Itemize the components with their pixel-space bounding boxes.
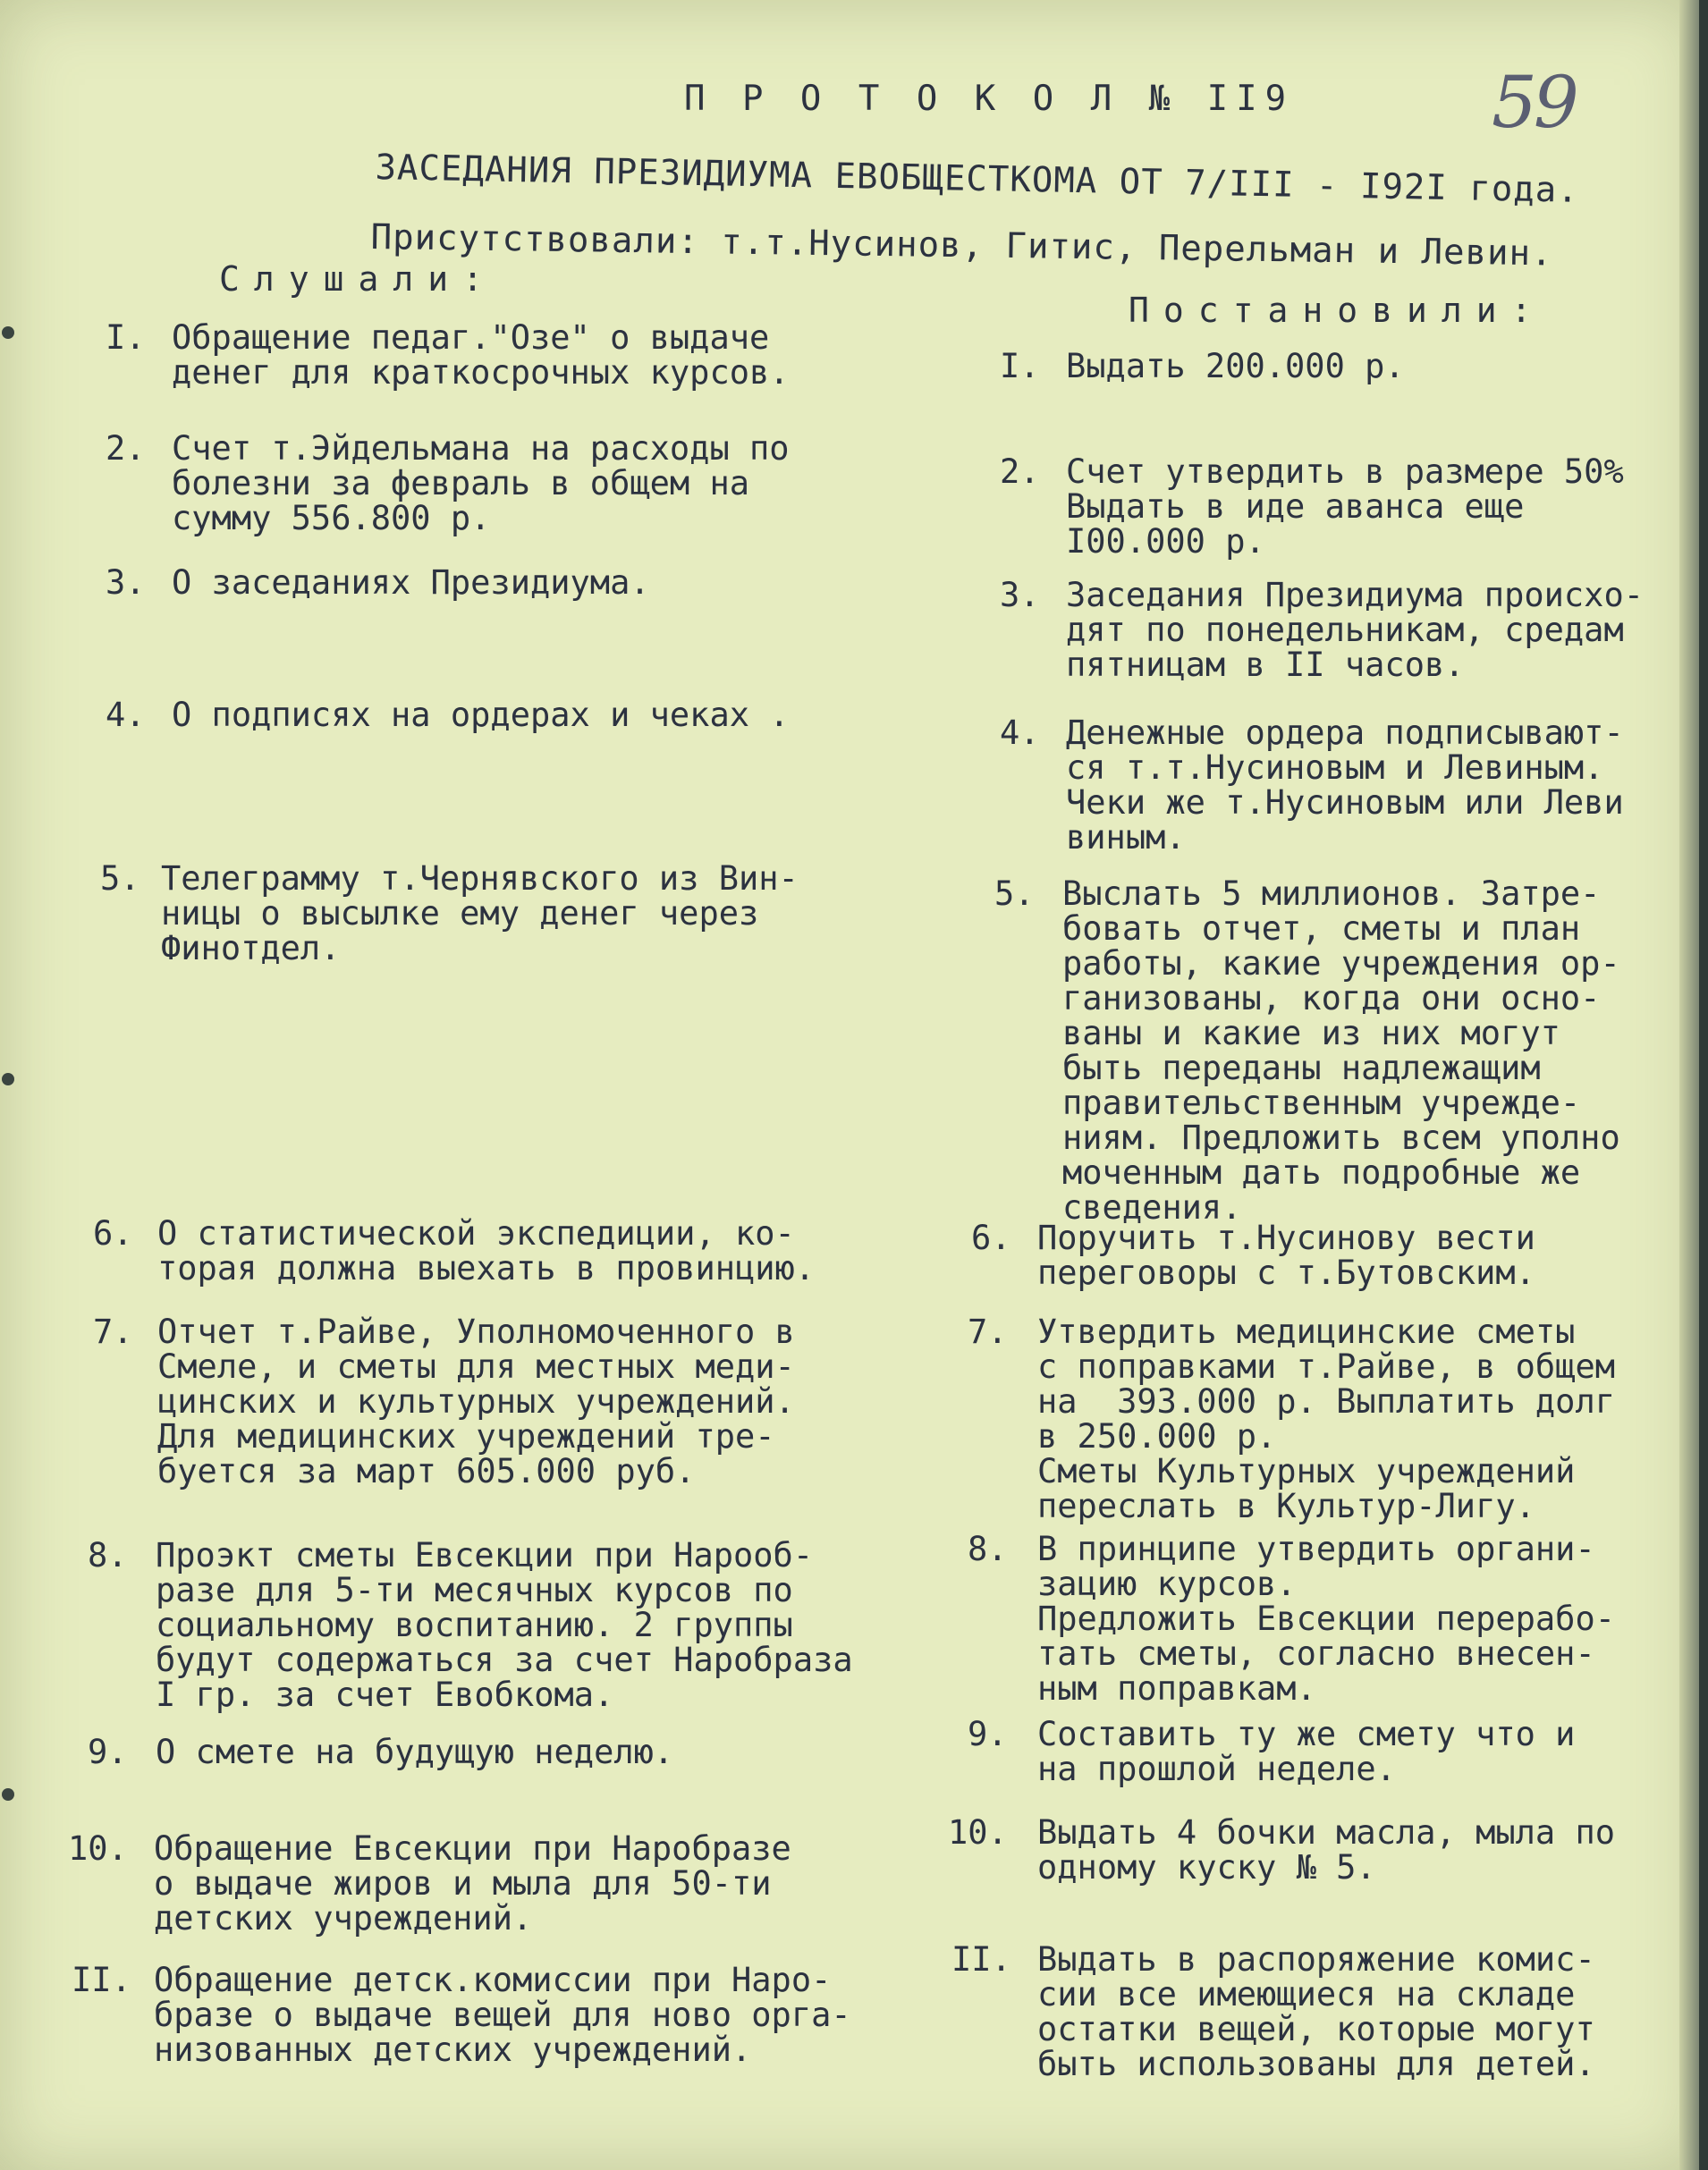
right-item-number: 8. xyxy=(968,1530,1008,1568)
right-item-number: 6. xyxy=(971,1219,1011,1257)
punch-hole xyxy=(2,1788,14,1801)
right-item-number: II. xyxy=(951,1940,1011,1979)
right-item-number: 9. xyxy=(968,1715,1008,1753)
left-item-text: Обращение детск.комиссии при Наро- бразе о выдаче вещей для ново орга- низованных детских учреждений. xyxy=(154,1961,851,2069)
left-item-number: 7. xyxy=(93,1313,133,1351)
right-item-text: Выдать в распоряжение комис- сии все имеющиеся на складе остатки вещей, которые могут быть использованы для детей. xyxy=(1037,1940,1595,2083)
punch-hole xyxy=(2,1073,14,1085)
right-item-text: Заседания Президиума происхо- дят по понедельникам, средам пятницам в II часов. xyxy=(1066,576,1645,684)
right-item-text: Утвердить медицинские сметы с поправками т.Райве, в общем на 393.000 р. Выплатить долг в 250.000 р. Сметы Культурных учреждений переслать в Культур-Лигу. xyxy=(1037,1313,1616,1525)
left-item-text: Обращение Евсекции при Наробразе о выдаче жиров и мыла для 50-ти детских учреждений. xyxy=(154,1829,791,1938)
column-heading-resolved: Постановили: xyxy=(1129,291,1546,330)
left-item-number: II. xyxy=(72,1961,131,1999)
left-item-number: I. xyxy=(106,318,146,357)
document-subtitle: ЗАСЕДАНИЯ ПРЕЗИДИУМА ЕВОБЩЕСТКОМА ОТ 7/III - I92I года. xyxy=(375,148,1580,211)
right-item-number: 5. xyxy=(994,874,1035,913)
right-item-text: В принципе утвердить органи- зацию курсов. Предложить Евсекции перерабо- тать сметы, согласно внесен- ным поправкам. xyxy=(1037,1530,1616,1708)
left-item-text: Проэкт сметы Евсекции при Нарооб- разе для 5-ти месячных курсов по социальному воспитанию. 2 группы будут содержаться за счет Наробраза I гр. за счет Евобкома. xyxy=(156,1536,853,1714)
left-item-text: О заседаниях Президиума. xyxy=(172,563,650,602)
left-item-number: 5. xyxy=(100,859,140,898)
right-item-text: Денежные ордера подписывают- ся т.т.Нусиновым и Левиным. Чеки же т.Нусиновым или Леви виным. xyxy=(1066,713,1624,857)
attendees-line: Присутствовали: т.т.Нусинов, Гитис, Перельман и Левин. xyxy=(370,217,1553,274)
left-item-number: 2. xyxy=(106,429,146,468)
right-item-number: 2. xyxy=(1000,452,1040,491)
left-item-text: Счет т.Эйдельмана на расходы по болезни за февраль в общем на сумму 556.800 р. xyxy=(172,429,790,537)
left-item-text: Отчет т.Райве, Уполномоченного в Смеле, и сметы для местных меди- цинских и культурных учреждений. Для медицинских учреждений тре- буется за март 605.000 руб. xyxy=(157,1313,795,1490)
right-item-text: Поручить т.Нусинову вести переговоры с т.Бутовским. xyxy=(1037,1219,1535,1292)
right-item-text: Выдать 4 бочки масла, мыла по одному куску № 5. xyxy=(1037,1813,1616,1887)
right-item-number: 3. xyxy=(1000,576,1040,614)
right-item-text: Составить ту же смету что и на прошлой неделе. xyxy=(1037,1715,1576,1788)
right-item-number: 10. xyxy=(948,1813,1008,1852)
left-item-text: О смете на будущую неделю. xyxy=(156,1733,674,1771)
left-item-text: Телеграмму т.Чернявского из Вин- ницы о высылке ему денег через Финотдел. xyxy=(161,859,799,967)
left-item-number: 3. xyxy=(106,563,146,602)
right-item-number: I. xyxy=(1000,347,1040,385)
punch-hole xyxy=(2,326,14,339)
left-item-text: Обращение педаг."Озе" о выдаче денег для краткосрочных курсов. xyxy=(172,318,790,392)
right-item-number: 4. xyxy=(1000,713,1040,752)
right-item-number: 7. xyxy=(968,1313,1008,1351)
left-item-number: 8. xyxy=(88,1536,128,1575)
left-item-number: 9. xyxy=(88,1733,128,1771)
right-item-text: Счет утвердить в размере 50% Выдать в иде аванса еще I00.000 р. xyxy=(1066,452,1624,561)
left-item-text: О подписях на ордерах и чеках . xyxy=(172,696,790,734)
left-item-number: 10. xyxy=(68,1829,128,1868)
left-item-number: 6. xyxy=(93,1214,133,1253)
page-edge xyxy=(1679,0,1699,2170)
document-title: П Р О Т О К О Л № II9 xyxy=(684,79,1295,119)
left-item-text: О статистической экспедиции, ко- торая должна выехать в провинцию. xyxy=(157,1214,816,1288)
right-item-text: Выдать 200.000 р. xyxy=(1066,347,1405,385)
right-item-text: Выслать 5 миллионов. Затре- бовать отчет, сметы и план работы, какие учреждения ор- ганизованы, когда они осно- ваны и какие из них могут быть переданы надлежащим правительственным учрежде- ниям. Предложить всем уполно моченным дать подробные же сведения. xyxy=(1062,874,1620,1227)
left-item-number: 4. xyxy=(106,696,146,734)
column-heading-heard: Слушали: xyxy=(219,259,498,299)
handwritten-page-number: 59 xyxy=(1492,61,1576,144)
